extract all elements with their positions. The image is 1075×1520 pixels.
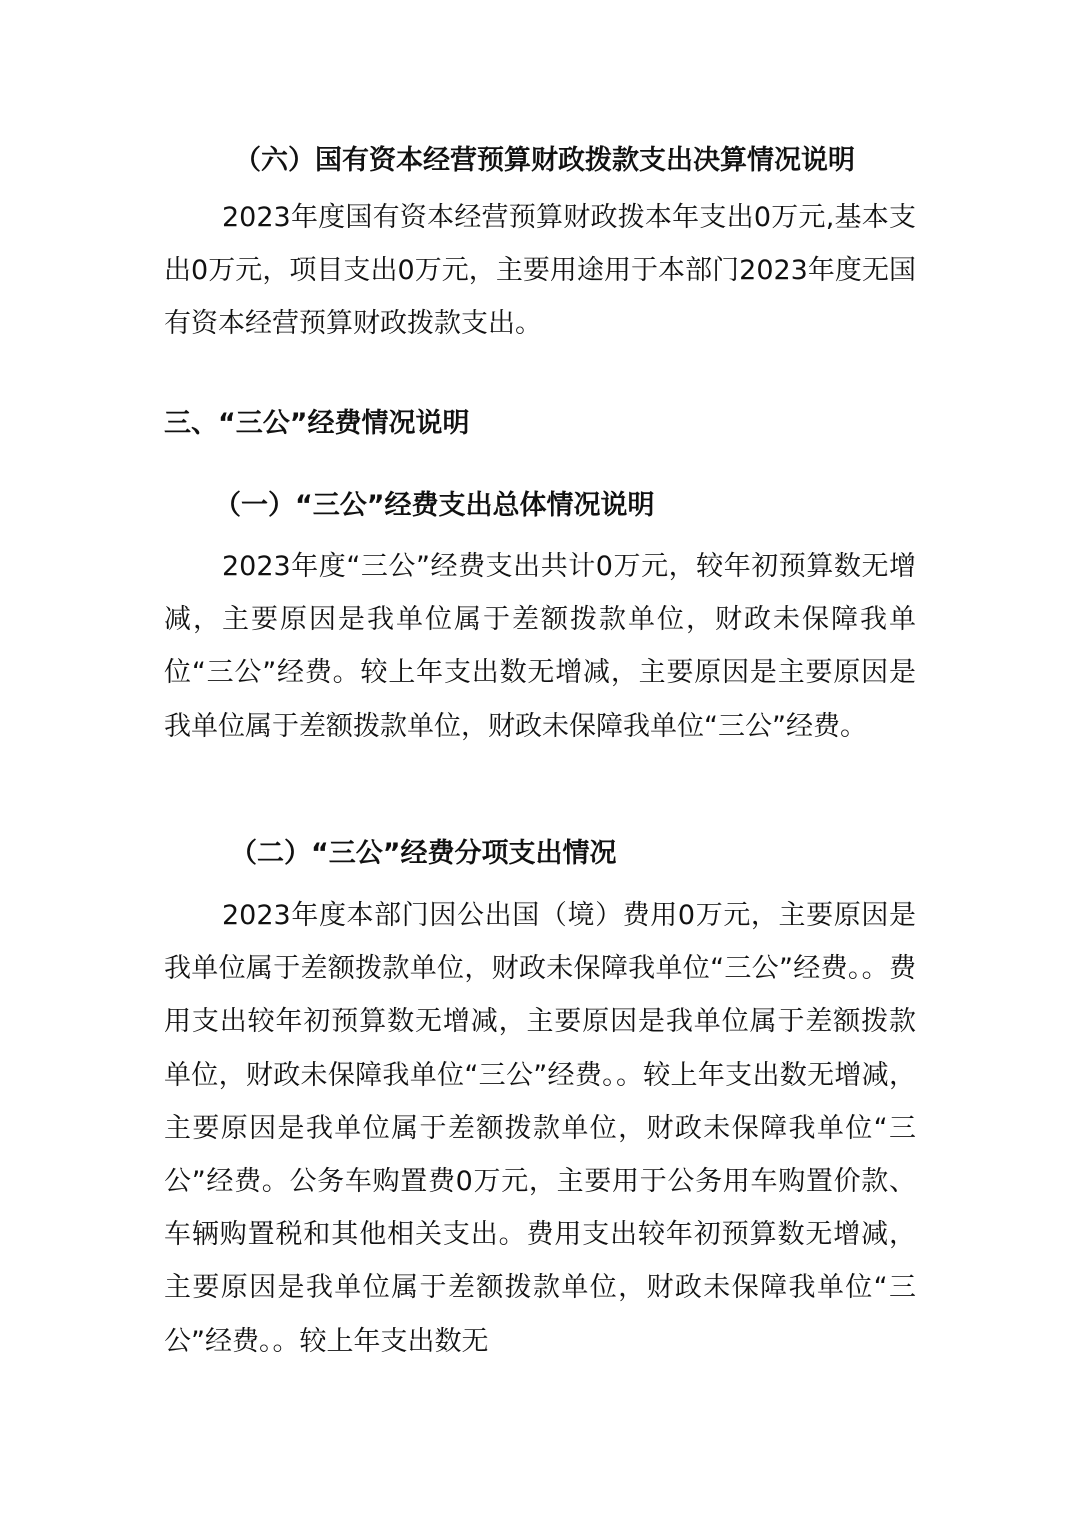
section-six-paragraph: 2023年度国有资本经营预算财政拨本年支出0万元,基本支出0万元，项目支出0万元，主要用途用于本部门2023年度无国有资本经营预算财政拨款支出。: [164, 202, 916, 340]
section-six-heading: （六）国有资本经营预算财政拨款支出决算情况说明: [234, 145, 855, 176]
subsection-two-heading: （二）“三公”经费分项支出情况: [230, 838, 617, 869]
part-three-heading: 三、“三公”经费情况说明: [164, 408, 470, 439]
subsection-one-paragraph: 2023年度“三公”经费支出共计0万元，较年初预算数无增减，主要原因是我单位属于差额拨款单位，财政未保障我单位“三公”经费。较上年支出数无增减，主要原因是主要原因是我单位属于差额拨款单位，财政未保障我单位“三公”经费。: [164, 551, 916, 742]
subsection-two-paragraph: 2023年度本部门因公出国（境）费用0万元，主要原因是我单位属于差额拨款单位，财政未保障我单位“三公”经费。。费用支出较年初预算数无增减，主要原因是我单位属于差额拨款单位，财政未保障我单位“三公”经费。。较上年支出数无增减，主要原因是我单位属于差额拨款单位，财政未保障我单位“三公”经费。公务车购置费0万元，主要用于公务用车购置价款、车辆购置税和其他相关支出。费用支出较年初预算数无增减，主要原因是我单位属于差额拨款单位，财政未保障我单位“三公”经费。。较上年支出数无: [164, 900, 916, 1357]
subsection-one-heading: （一）“三公”经费支出总体情况说明: [214, 490, 655, 521]
